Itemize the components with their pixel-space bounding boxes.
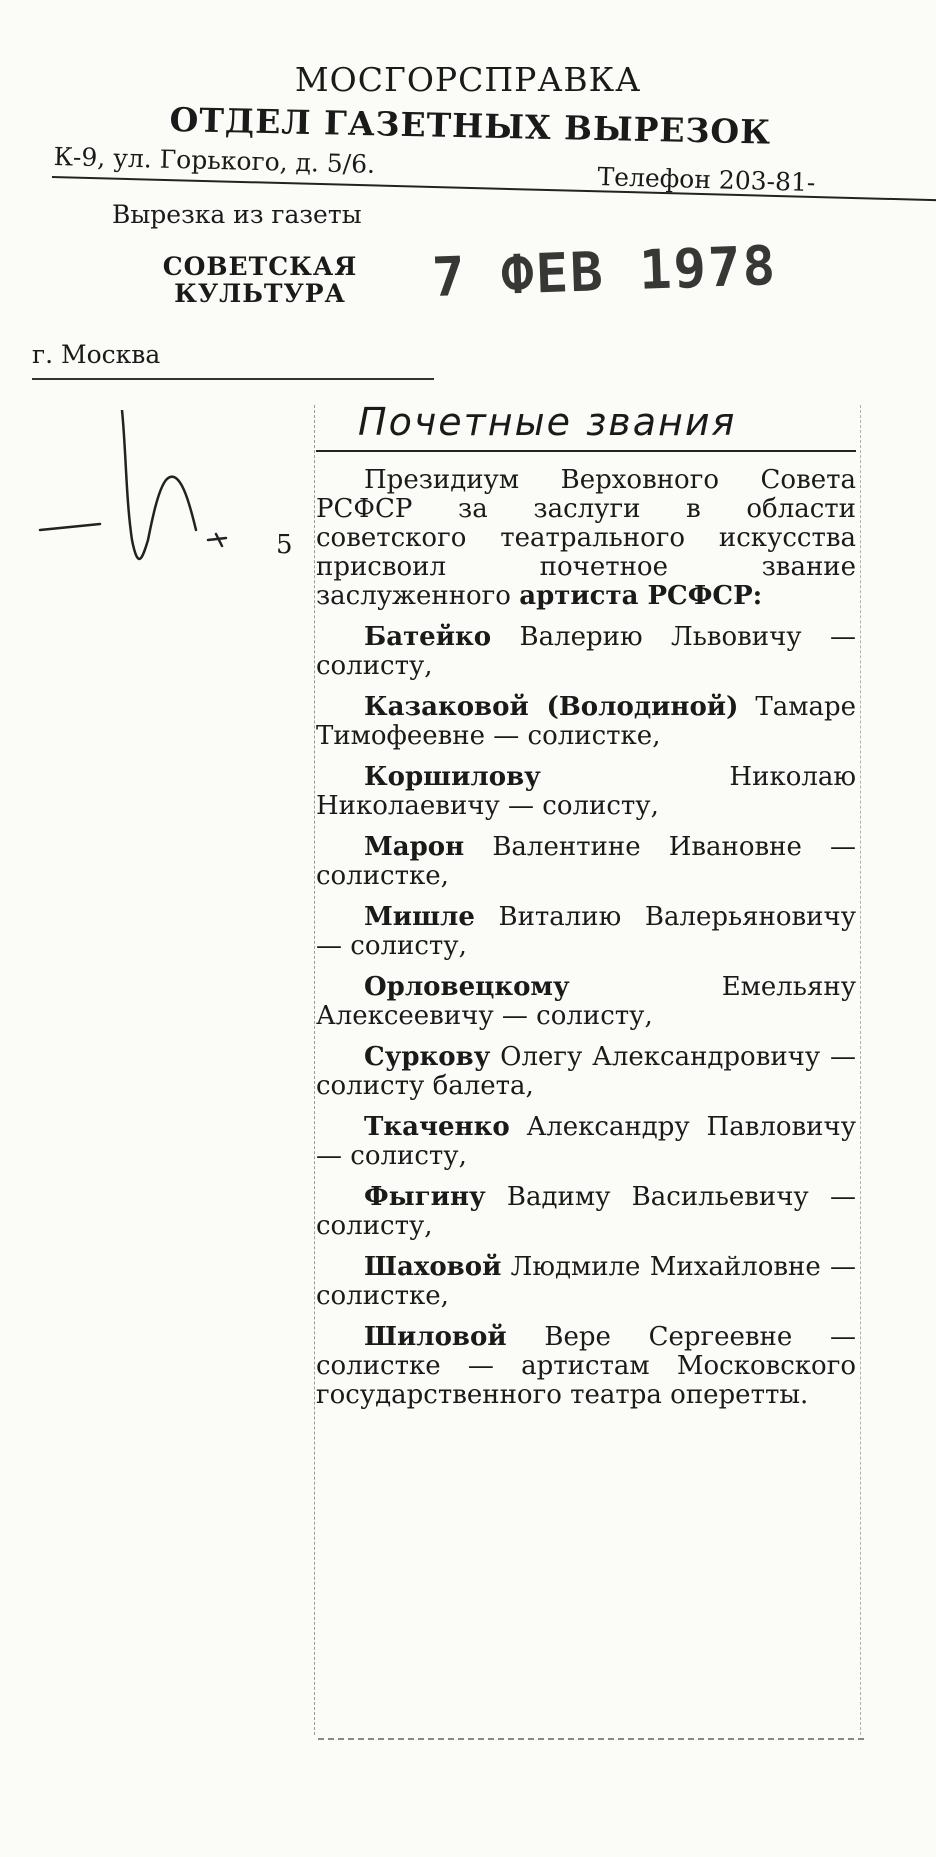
intro-bold: артиста РСФСР:: [519, 581, 763, 611]
honoree-details: Вадиму Васильевичу — солисту,: [316, 1182, 856, 1241]
newspaper-name-line2: КУЛЬТУРА: [174, 279, 346, 308]
honoree-details: Людмиле Михайловне — солистке,: [316, 1252, 856, 1311]
honoree-details: Виталию Валерьяновичу — солисту,: [316, 902, 856, 961]
honoree-name: Коршилову: [364, 762, 541, 792]
honoree-name: Шиловой: [364, 1322, 507, 1352]
honoree-details: Вере Сергеевне — солистке — артистам Московского государственного театра оперетты.: [316, 1322, 856, 1410]
list-item: [316, 763, 856, 821]
list-item: [316, 903, 856, 961]
org-name: МОСГОРСПРАВКА: [294, 60, 642, 99]
honoree-details: Тамаре Тимофеевне — солистке,: [316, 692, 856, 751]
honoree-name: Батейко: [364, 622, 492, 652]
department-name: ОТДЕЛ ГАЗЕТНЫХ ВЫРЕЗОК: [169, 100, 772, 152]
list-item: [316, 693, 856, 751]
list-item: [316, 1113, 856, 1171]
city: г. Москва: [32, 340, 161, 369]
honoree-details: Олегу Александровичу — солисту балета,: [316, 1042, 856, 1101]
article: [316, 400, 856, 1422]
date-stamp: 7 ФЕВ 1978: [431, 233, 779, 310]
honoree-name: Суркову: [364, 1042, 491, 1072]
newspaper-name: [140, 253, 380, 307]
clip-border-right: [860, 405, 862, 1735]
honoree-details: Александру Павловичу — солисту,: [316, 1112, 856, 1171]
list-item: [316, 1183, 856, 1241]
list-item: [316, 1043, 856, 1101]
newspaper-name-line1: СОВЕТСКАЯ: [162, 252, 358, 281]
honoree-name: Марон: [364, 832, 465, 862]
article-body: [316, 466, 856, 1410]
honoree-name: Мишле: [364, 902, 475, 932]
list-item: [316, 623, 856, 681]
honoree-name: Шаховой: [364, 1252, 502, 1282]
list-item: [316, 973, 856, 1031]
honoree-details: Емельяну Алексеевичу — солисту,: [316, 972, 856, 1031]
honoree-details: Валентине Ивановне — солистке,: [316, 832, 856, 891]
honoree-details: Валерию Львовичу — солисту,: [316, 622, 856, 681]
clipping-rule: [32, 378, 434, 380]
list-item: [316, 833, 856, 891]
honoree-name: Казаковой (Володиной): [364, 692, 739, 722]
honoree-name: Фыгину: [364, 1182, 486, 1212]
article-title: Почетные звания: [316, 400, 856, 452]
handwritten-mark-icon: [30, 410, 310, 580]
address: К-9, ул. Горького, д. 5/6.: [53, 142, 376, 179]
clipping-from-label: Вырезка из газеты: [112, 200, 362, 229]
list-item: [316, 1253, 856, 1311]
clip-border-bottom: [318, 1738, 864, 1741]
article-intro: [316, 466, 856, 611]
intro-text: Президиум Верховного Совета РСФСР за заслуги в области советского театрального искусства присвоил почетное звание заслуженного: [316, 465, 856, 611]
honoree-name: Ткаченко: [364, 1112, 510, 1142]
margin-mark: 5: [276, 530, 293, 560]
honoree-details: Николаю Николаевичу — солисту,: [316, 762, 856, 821]
list-item: [316, 1323, 856, 1410]
honoree-name: Орловецкому: [364, 972, 570, 1002]
phone: Телефон 203-81-: [597, 162, 816, 198]
